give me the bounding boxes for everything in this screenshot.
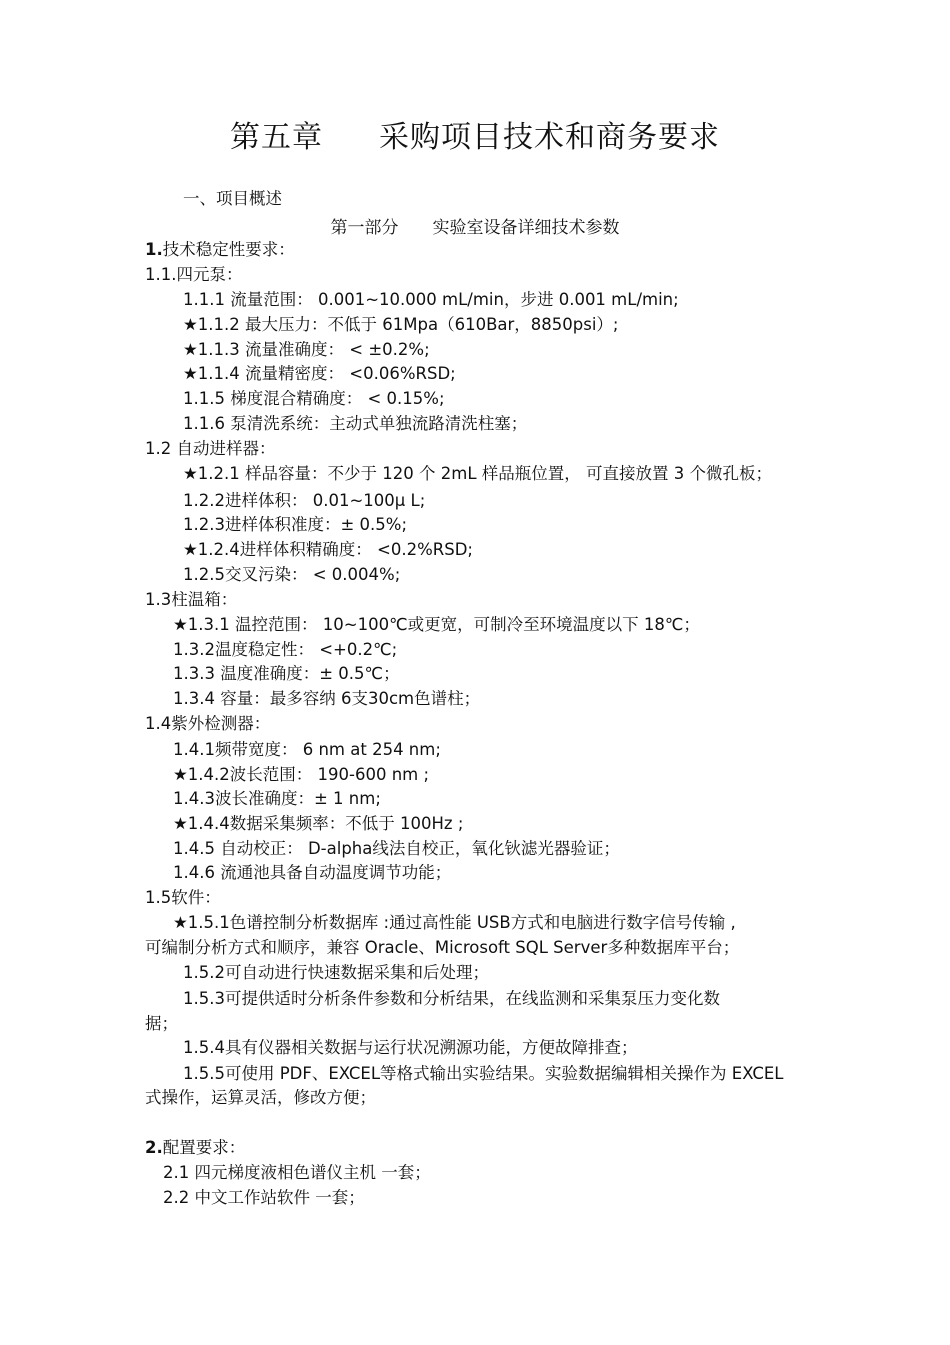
part-number: 第一部分 [330, 218, 399, 238]
item-1-2-3: 1.2.3进样体积准度：± 0.5%; [183, 515, 408, 534]
item-1-1-1: 1.1.1 流量范围： 0.001~10.000 mL/min，步进 0.001 mL/min; [183, 290, 679, 309]
subsection-1-2: 1.2 自动进样器： [145, 439, 276, 458]
item-1-1-3: ★1.1.3 流量准确度： < ±0.2%; [183, 340, 430, 359]
item-1-5-1-line-2: 可编制分析方式和顺序，兼容 Oracle、Microsoft SQL Server多种数据库平台； [145, 938, 740, 957]
item-1-3-4: 1.3.4 容量：最多容纳 6支30cm色谱柱； [173, 689, 481, 708]
chapter-name: 采购项目技术和商务要求 [379, 120, 720, 155]
section-2-heading [145, 1137, 245, 1159]
item-1-5-5-line-1: 1.5.5可使用 PDF、EXCEL等格式输出实验结果。实验数据编辑相关操作为 EXCEL [183, 1064, 784, 1083]
item-1-4-3: 1.4.3波长准确度：± 1 nm; [173, 789, 381, 808]
item-1-5-1-line-1: ★1.5.1色谱控制分析数据库 :通过高性能 USB方式和电脑进行数字信号传输 , [173, 913, 736, 932]
item-1-1-5: 1.1.5 梯度混合精确度： < 0.15%; [183, 389, 445, 408]
item-1-1-4: ★1.1.4 流量精密度： <0.06%RSD; [183, 364, 456, 383]
item-2-2: 2.2 中文工作站软件 一套； [163, 1188, 365, 1207]
item-1-5-4: 1.5.4具有仪器相关数据与运行状况溯源功能，方便故障排查； [183, 1038, 638, 1057]
item-1-3-1: ★1.3.1 温控范围： 10~100℃或更宽，可制冷至环境温度以下 18℃； [173, 615, 700, 634]
item-1-1-2: ★1.1.2 最大压力：不低于 61Mpa（610Bar，8850psi）; [183, 315, 619, 334]
section-1-text: 技术稳定性要求： [162, 240, 295, 259]
item-1-2-1: ★1.2.1 样品容量：不少于 120 个 2mL 样品瓶位置， 可直接放置 3 个微孔板； [183, 464, 772, 483]
item-1-1-6: 1.1.6 泵清洗系统：主动式单独流路清洗柱塞； [183, 414, 528, 433]
item-1-5-2: 1.5.2可自动进行快速数据采集和后处理； [183, 963, 489, 982]
chapter-title [0, 112, 950, 156]
subsection-1-1: 1.1.四元泵： [145, 265, 243, 284]
item-1-3-3: 1.3.3 温度准确度：± 0.5℃； [173, 664, 400, 683]
subsection-1-4: 1.4紫外检测器： [145, 714, 271, 733]
section-2-text: 配置要求： [162, 1138, 246, 1157]
section-1-heading [145, 239, 295, 261]
item-1-4-5: 1.4.5 自动校正： D-alpha线法自校正，氧化钬滤光器验证； [173, 839, 620, 858]
item-1-2-2: 1.2.2进样体积： 0.01~100μ L; [183, 491, 426, 510]
part-title: 实验室设备详细技术参数 [432, 218, 620, 238]
item-1-2-4: ★1.2.4进样体积精确度： <0.2%RSD; [183, 540, 473, 559]
part-heading [0, 213, 950, 238]
section-2-number: 2. [145, 1138, 163, 1157]
item-1-5-3-line-1: 1.5.3可提供适时分析条件参数和分析结果，在线监测和采集泵压力变化数 [183, 989, 720, 1008]
subsection-1-3: 1.3柱温箱： [145, 590, 238, 609]
item-1-4-2: ★1.4.2波长范围： 190-600 nm ; [173, 765, 430, 784]
item-1-2-5: 1.2.5交叉污染： < 0.004%; [183, 565, 401, 584]
item-1-3-2: 1.3.2温度稳定性： <+0.2℃; [173, 640, 398, 659]
item-2-1: 2.1 四元梯度液相色谱仪主机 一套； [163, 1163, 431, 1182]
chapter-number: 第五章 [230, 120, 323, 155]
section-1-number: 1. [145, 240, 163, 259]
item-1-4-1: 1.4.1频带宽度： 6 nm at 254 nm; [173, 740, 441, 759]
item-1-4-6: 1.4.6 流通池具备自动温度调节功能； [173, 863, 452, 882]
subsection-1-5: 1.5软件： [145, 888, 221, 907]
item-1-5-3-line-2: 据； [145, 1014, 178, 1033]
item-1-4-4: ★1.4.4数据采集频率：不低于 100Hz ; [173, 814, 464, 833]
section-overview: 一、项目概述 [183, 189, 282, 208]
item-1-5-5-line-2: 式操作，运算灵活，修改方便； [145, 1088, 376, 1107]
